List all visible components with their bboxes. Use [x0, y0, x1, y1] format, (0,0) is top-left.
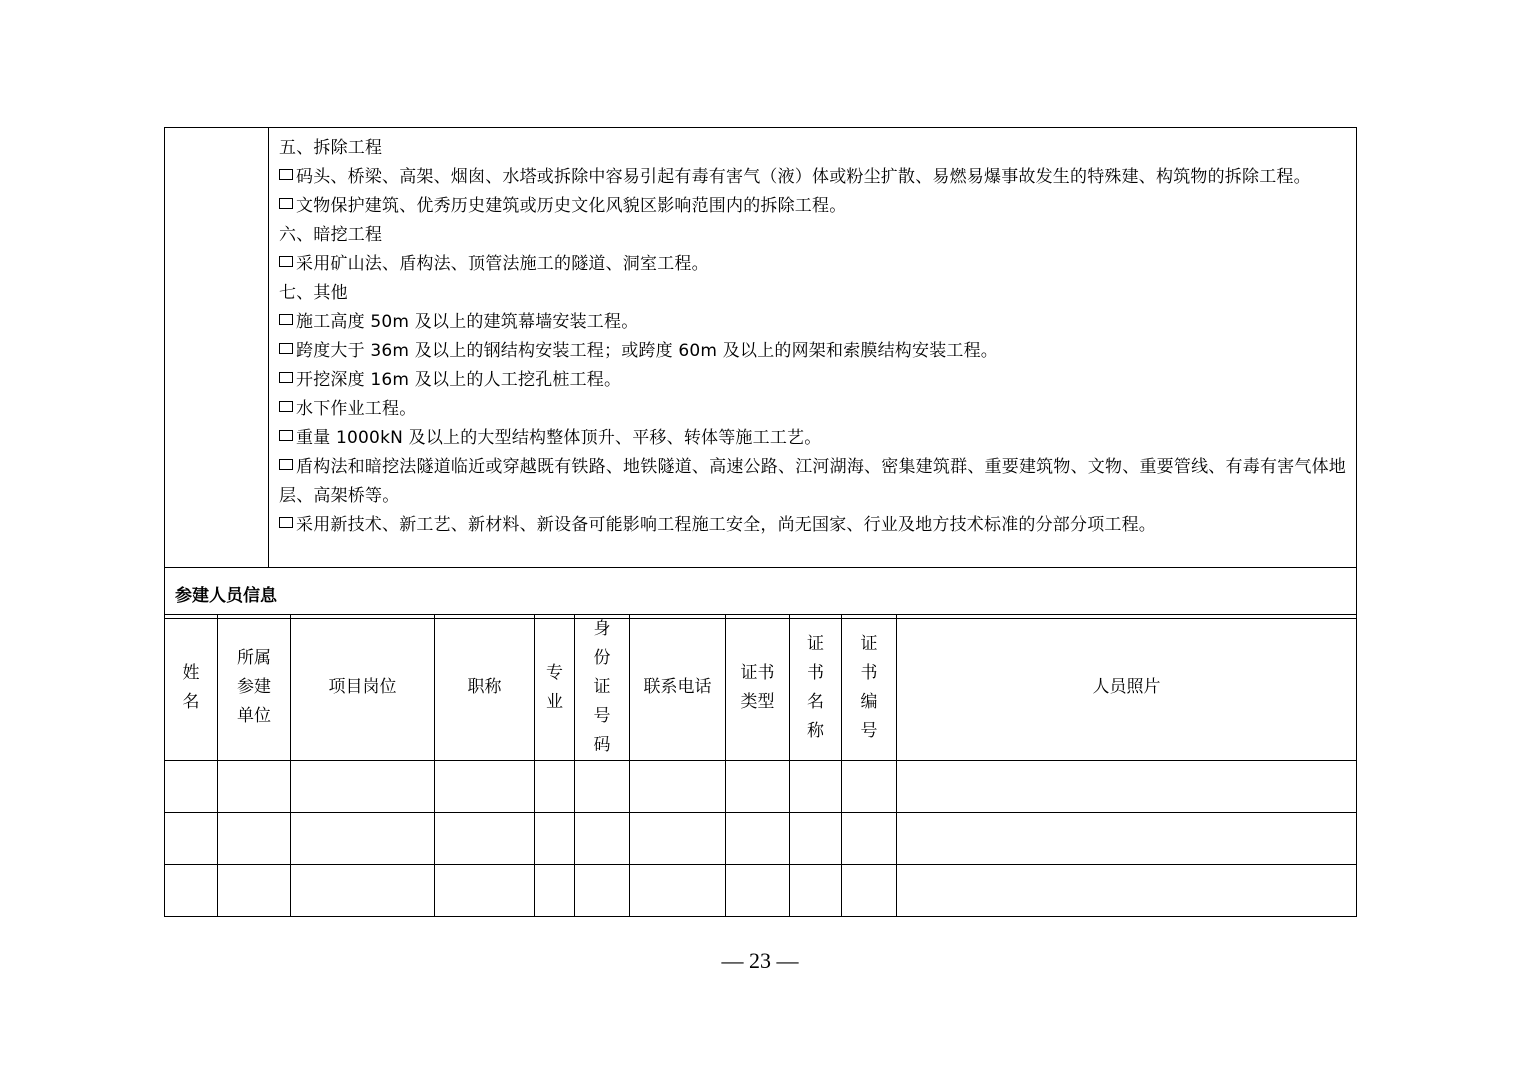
column-header [897, 615, 1357, 761]
table-cell[interactable] [897, 761, 1357, 813]
category-heading [279, 134, 1346, 163]
table-cell[interactable] [165, 813, 218, 865]
column-header-label: 证 书 编 号 [860, 633, 878, 741]
checkbox-icon[interactable] [279, 401, 293, 412]
category-heading [279, 221, 1346, 250]
table-cell[interactable] [575, 761, 630, 813]
project-category-row [165, 128, 1357, 568]
table-cell[interactable] [218, 761, 291, 813]
checkbox-item [279, 250, 1346, 279]
form-table-upper [164, 127, 1357, 619]
category-label-cell [165, 128, 269, 568]
checkbox-item [279, 395, 1346, 424]
personnel-table [164, 614, 1357, 917]
table-cell[interactable] [575, 865, 630, 917]
category-heading [279, 279, 1346, 308]
table-cell[interactable] [630, 813, 726, 865]
checkbox-icon[interactable] [279, 198, 293, 209]
checkbox-item [279, 192, 1346, 221]
item-text: 七、其他 [279, 283, 348, 303]
column-header [630, 615, 726, 761]
table-cell[interactable] [726, 813, 790, 865]
table-cell[interactable] [165, 761, 218, 813]
item-text: 采用矿山法、盾构法、顶管法施工的隧道、洞室工程。 [296, 254, 709, 274]
personnel-header-row [165, 615, 1357, 761]
column-header-label: 职称 [467, 677, 502, 697]
checkbox-icon[interactable] [279, 314, 293, 325]
table-cell[interactable] [630, 865, 726, 917]
table-cell[interactable] [726, 865, 790, 917]
checkbox-icon[interactable] [279, 517, 293, 528]
column-header [790, 615, 842, 761]
column-header [291, 615, 435, 761]
column-header-label: 身 份 证 号 码 [593, 619, 611, 755]
checkbox-icon[interactable] [279, 459, 293, 470]
table-cell[interactable] [435, 761, 535, 813]
table-cell[interactable] [535, 813, 575, 865]
checkbox-item [279, 453, 1346, 511]
item-text: 盾构法和暗挖法隧道临近或穿越既有铁路、地铁隧道、高速公路、江河湖海、密集建筑群、重要建筑物、文物、重要管线、有毒有害气体地层、高架桥等。 [279, 457, 1346, 506]
table-cell[interactable] [790, 761, 842, 813]
table-cell[interactable] [165, 865, 218, 917]
table-cell[interactable] [535, 865, 575, 917]
category-content-cell [269, 128, 1357, 568]
table-cell[interactable] [218, 813, 291, 865]
item-text: 开挖深度 16m 及以上的人工挖孔桩工程。 [296, 370, 622, 390]
column-header-label: 专 业 [546, 662, 563, 712]
checkbox-icon[interactable] [279, 430, 293, 441]
table-cell[interactable] [630, 761, 726, 813]
checkbox-item [279, 511, 1346, 540]
table-cell[interactable] [291, 865, 435, 917]
personnel-section-row [165, 568, 1357, 619]
column-header [165, 615, 218, 761]
table-cell[interactable] [790, 813, 842, 865]
column-header [575, 615, 630, 761]
table-cell[interactable] [790, 865, 842, 917]
item-text: 码头、桥梁、高架、烟囱、水塔或拆除中容易引起有毒有害气（液）体或粉尘扩散、易燃易爆事故发生的特殊建、构筑物的拆除工程。 [296, 167, 1311, 187]
column-header [535, 615, 575, 761]
column-header-label: 姓 名 [182, 662, 200, 712]
table-cell[interactable] [291, 813, 435, 865]
personnel-section-title: 参建人员信息 [165, 568, 1357, 619]
table-row [165, 813, 1357, 865]
table-cell[interactable] [897, 865, 1357, 917]
checkbox-item [279, 163, 1346, 192]
checkbox-icon[interactable] [279, 372, 293, 383]
column-header [218, 615, 291, 761]
table-cell[interactable] [575, 813, 630, 865]
table-row [165, 761, 1357, 813]
item-text: 重量 1000kN 及以上的大型结构整体顶升、平移、转体等施工工艺。 [296, 428, 822, 448]
item-text: 五、拆除工程 [279, 138, 383, 158]
table-cell[interactable] [842, 813, 897, 865]
table-cell[interactable] [435, 865, 535, 917]
column-header [842, 615, 897, 761]
checkbox-item [279, 308, 1346, 337]
checkbox-icon[interactable] [279, 256, 293, 267]
column-header [435, 615, 535, 761]
column-header-label: 证 书 名 称 [807, 633, 824, 741]
table-cell[interactable] [726, 761, 790, 813]
page-number: — 23 — [721, 948, 799, 973]
table-cell[interactable] [218, 865, 291, 917]
column-header-label: 人员照片 [1092, 677, 1161, 697]
checkbox-icon[interactable] [279, 169, 293, 180]
column-header-label: 项目岗位 [328, 677, 397, 697]
table-cell[interactable] [842, 761, 897, 813]
item-text: 水下作业工程。 [296, 399, 417, 419]
checkbox-item [279, 424, 1346, 453]
column-header [726, 615, 790, 761]
table-cell[interactable] [291, 761, 435, 813]
table-cell[interactable] [435, 813, 535, 865]
table-row [165, 865, 1357, 917]
column-header-label: 所属 参建 单位 [237, 648, 271, 726]
item-text: 施工高度 50m 及以上的建筑幕墙安装工程。 [296, 312, 639, 332]
table-cell[interactable] [842, 865, 897, 917]
item-text: 六、暗挖工程 [279, 225, 383, 245]
column-header-label: 联系电话 [643, 677, 712, 697]
table-cell[interactable] [897, 813, 1357, 865]
checkbox-item [279, 337, 1346, 366]
item-text: 跨度大于 36m 及以上的钢结构安装工程；或跨度 60m 及以上的网架和索膜结构安装工程。 [296, 341, 998, 361]
personnel-body [165, 761, 1357, 917]
item-text: 文物保护建筑、优秀历史建筑或历史文化风貌区影响范围内的拆除工程。 [296, 196, 847, 216]
item-text: 采用新技术、新工艺、新材料、新设备可能影响工程施工安全，尚无国家、行业及地方技术标准的分部分项工程。 [296, 515, 1156, 535]
table-cell[interactable] [535, 761, 575, 813]
checkbox-icon[interactable] [279, 343, 293, 354]
checkbox-item [279, 366, 1346, 395]
column-header-label: 证书 类型 [740, 662, 775, 712]
